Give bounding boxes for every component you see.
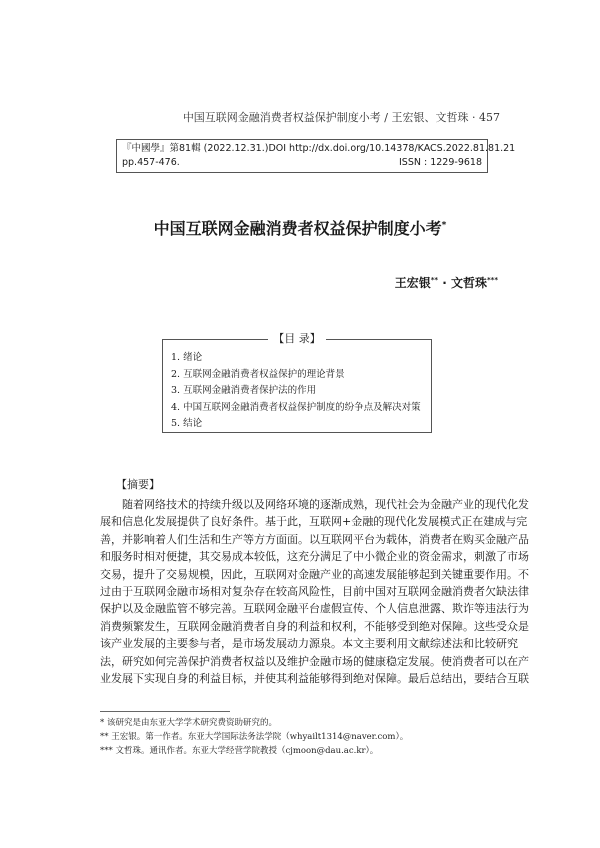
abstract-line: 业发展下实现自身的利益目标，并使其利益能够得到绝对保障。最后总结出，要结合互联	[100, 672, 529, 686]
running-head: 中国互联网金融消费者权益保护制度小考 / 王宏银、文哲珠 · 457	[182, 111, 500, 124]
toc-item: 1. 绪论	[171, 352, 203, 363]
abstract-line: 过由于互联网金融市场相对复杂存在较高风险性，目前中国对互联网金融消费者欠缺法律	[100, 585, 529, 599]
toc-heading: 【目 录】	[268, 332, 326, 345]
abstract-line: 保护以及金融监管不够完善。互联网金融平台虚假宣传、个人信息泄露、欺诈等违法行为	[100, 602, 529, 616]
abstract-line: 和服务时相对便捷，其交易成本较低，这充分满足了中小微企业的资金需求，刺激了市场	[100, 550, 529, 564]
toc-item: 2. 互联网金融消费者权益保护的理论背景	[171, 368, 345, 380]
abstract-line: 善，并影响着人们生活和生产等方方面面。以互联网平台为载体，消费者在购买金融产品	[100, 532, 529, 546]
abstract-line: 展和信息化发展提供了良好条件。基于此，互联网+金融的现代化发展模式正在建成与完	[100, 515, 528, 529]
doi-link[interactable]: DOI http://dx.doi.org/10.14378/KACS.2022.81.81.21	[268, 143, 516, 154]
footnote: ** 王宏银。第一作者。东亚大学国际法务法学院（whyailt1314@naver.com）。	[100, 732, 409, 742]
journal-info: 『中國學』第81輯 (2022.12.31.)	[122, 143, 269, 154]
abstract-body	[100, 496, 529, 687]
issn: ISSN : 1229-9618	[399, 157, 482, 168]
toc-list	[163, 340, 431, 433]
toc-item: 3. 互联网金融消费者保护法的作用	[171, 385, 317, 396]
footnote-divider	[100, 711, 230, 712]
table-of-contents	[162, 332, 432, 433]
abstract-label: 【摘要】	[116, 478, 160, 491]
author-2-mark: ***	[487, 276, 498, 284]
page-range: pp.457-476.	[122, 157, 180, 168]
author-separator: ·	[438, 276, 451, 290]
paper-title	[0, 216, 600, 239]
toc-item: 4. 中国互联网金融消费者权益保护制度的纷争点及解决对策	[171, 401, 421, 413]
author-1: 王宏银	[394, 276, 431, 290]
citation-row-2	[122, 156, 482, 170]
author-1-mark: **	[430, 276, 439, 284]
footnote: * 该研究是由东亚大学学术研究费资助研究的。	[100, 718, 277, 728]
footnotes	[100, 716, 502, 758]
citation-box	[116, 139, 516, 173]
author-line	[395, 274, 498, 291]
author-2: 文哲珠	[451, 276, 488, 290]
abstract-line: 法，研究如何完善保护消费者权益以及维护金融市场的健康稳定发展。使消费者可以在产	[100, 654, 529, 668]
title-footnote-mark: *	[441, 220, 447, 231]
citation-row-1	[122, 142, 516, 156]
abstract-line: 该产业发展的主要参与者，是市场发展动力源泉。本文主要利用文献综述法和比较研究	[100, 637, 518, 651]
paper-title-text: 中国互联网金融消费者权益保护制度小考	[153, 219, 442, 238]
abstract-line: 交易，提升了交易规模，因此，互联网对金融产业的高速发展能够起到关键重要作用。不	[100, 567, 529, 581]
abstract-line: 随着网络技术的持续升级以及网络环境的逐渐成熟，现代社会为金融产业的现代化发	[122, 498, 529, 511]
footnote: *** 文哲珠。通讯作者。东亚大学经营学院教授（cjmoon@dau.ac.kr）。	[100, 746, 379, 756]
abstract-line: 消费频繁发生，互联网金融消费者自身的利益和权利，不能够受到绝对保障。这些受众是	[100, 619, 529, 633]
toc-item: 5. 结论	[171, 418, 203, 429]
